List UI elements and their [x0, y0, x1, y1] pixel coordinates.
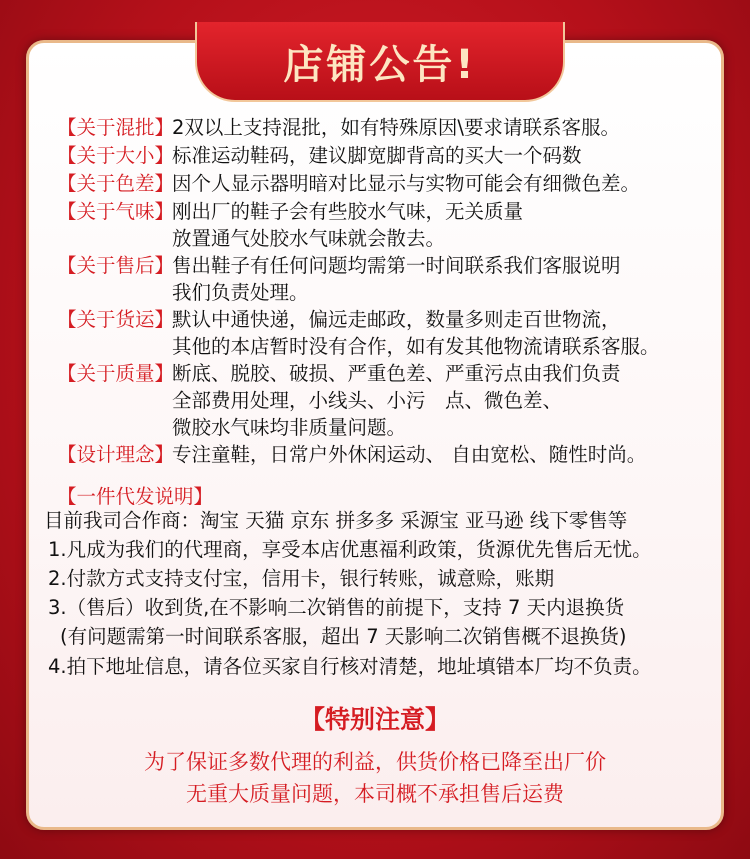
dropship-line: 1.凡成为我们的代理商，享受本店优惠福利政策，货源优先售后无忧。	[48, 538, 652, 561]
title-banner	[195, 22, 565, 102]
section-line: 因个人显示器明暗对比显示与实物可能会有细微色差。	[172, 172, 641, 195]
section-content	[172, 360, 621, 441]
section-line: 刚出厂的鞋子会有些胶水气味，无关质量	[172, 200, 524, 223]
section-line: 微胶水气味均非质量问题。	[172, 416, 407, 439]
dropship-line: 目前我司合作商：淘宝 天猫 京东 拼多多 采源宝 亚马逊 线下零售等	[44, 509, 628, 532]
section-line: 我们负责处理。	[172, 281, 309, 304]
dropship-line: 2.付款方式支持支付宝，信用卡，银行转账，诚意赊，账期	[48, 567, 555, 590]
section-label: 【关于货运】	[57, 308, 175, 331]
notice-section	[57, 170, 640, 197]
section-content	[172, 441, 646, 468]
section-label: 【关于混批】	[57, 116, 175, 139]
dropship-heading: 【一件代发说明】	[57, 485, 214, 508]
notice-section	[57, 114, 620, 141]
notice-section	[57, 441, 646, 468]
section-label: 【关于气味】	[57, 200, 175, 223]
section-label: 【关于售后】	[57, 254, 175, 277]
dropship-line: 3.（售后）收到货,在不影响二次销售的前提下，支持 7 天内退换货	[48, 596, 625, 619]
section-label: 【关于大小】	[57, 144, 175, 167]
section-content	[172, 306, 660, 360]
notice-section	[57, 142, 582, 169]
section-content	[172, 142, 582, 169]
special-line: 为了保证多数代理的利益，供货价格已降至出厂价	[144, 750, 606, 774]
section-content	[172, 252, 621, 306]
section-line: 其他的本店暂时没有合作，如有发其他物流请联系客服。	[172, 335, 660, 358]
dropship-line: (有问题需第一时间联系客服，超出 7 天影响二次销售概不退换货)	[60, 625, 627, 648]
section-line: 放置通气处胶水气味就会散去。	[172, 227, 446, 250]
notice-section	[57, 198, 523, 252]
section-line: 专注童鞋，日常户外休闲运动、 自由宽松、随性时尚。	[172, 443, 647, 466]
section-label: 【关于质量】	[57, 362, 175, 385]
section-label: 【设计理念】	[57, 443, 175, 466]
section-line: 售出鞋子有任何问题均需第一时间联系我们客服说明	[172, 254, 621, 277]
page-title: 店铺公告!	[283, 41, 477, 88]
notice-section	[57, 360, 621, 441]
section-content	[172, 170, 640, 197]
section-line: 标准运动鞋码，建议脚宽脚背高的买大一个码数	[172, 144, 582, 167]
section-line: 断底、脱胶、破损、严重色差、严重污点由我们负责	[172, 362, 621, 385]
section-line: 2双以上支持混批，如有特殊原因\要求请联系客服。	[172, 116, 620, 139]
section-line: 全部费用处理，小线头、小污 点、微色差、	[172, 389, 563, 412]
section-content	[172, 198, 523, 252]
section-label: 【关于色差】	[57, 172, 175, 195]
notice-section	[57, 252, 621, 306]
section-content	[172, 114, 620, 141]
section-line: 默认中通快递，偏远走邮政，数量多则走百世物流，	[172, 308, 621, 331]
special-heading: 【特别注意】	[299, 705, 450, 734]
special-line: 无重大质量问题，本司概不承担售后运费	[186, 782, 564, 806]
notice-section	[57, 306, 660, 360]
dropship-line: 4.拍下地址信息，请各位买家自行核对清楚，地址填错本厂均不负责。	[48, 655, 652, 678]
